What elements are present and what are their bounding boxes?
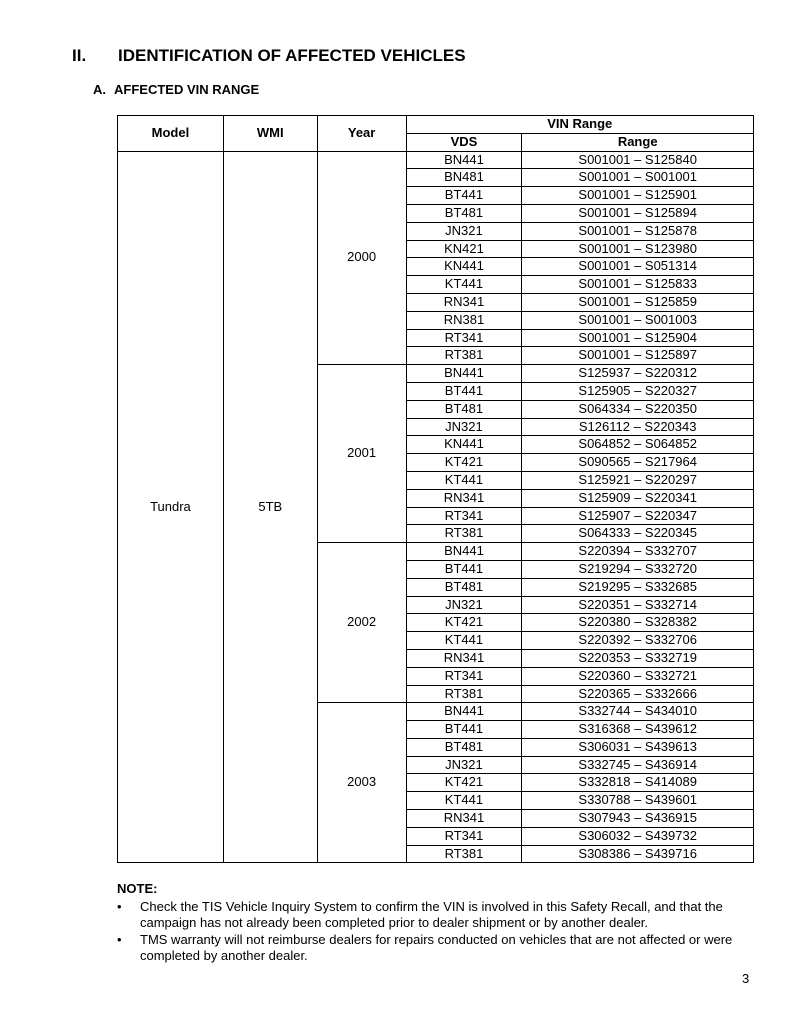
range-cell: S219295 – S332685 [522, 578, 754, 596]
vds-cell: RN341 [406, 810, 522, 828]
range-cell: S125905 – S220327 [522, 382, 754, 400]
vds-cell: BT481 [406, 204, 522, 222]
bullet-icon: • [117, 932, 122, 947]
table-row [118, 151, 754, 169]
note-list [117, 899, 747, 964]
range-cell: S220392 – S332706 [522, 632, 754, 650]
vds-cell: BT441 [406, 382, 522, 400]
range-cell: S220351 – S332714 [522, 596, 754, 614]
vds-cell: BT441 [406, 721, 522, 739]
vds-cell: BN441 [406, 365, 522, 383]
model-cell: Tundra [118, 151, 224, 863]
note-item [117, 899, 747, 931]
vds-cell: RN381 [406, 311, 522, 329]
range-cell: S220360 – S332721 [522, 667, 754, 685]
range-cell: S306032 – S439732 [522, 827, 754, 845]
note-title: NOTE: [117, 881, 158, 896]
range-cell: S330788 – S439601 [522, 792, 754, 810]
vds-cell: KT421 [406, 774, 522, 792]
bullet-icon: • [117, 899, 122, 914]
year-cell: 2002 [317, 543, 406, 703]
vds-cell: KT441 [406, 792, 522, 810]
section-heading [72, 46, 466, 66]
range-cell: S064852 – S064852 [522, 436, 754, 454]
vds-cell: RT381 [406, 525, 522, 543]
range-cell: S001001 – S125878 [522, 222, 754, 240]
note-block [117, 881, 747, 965]
range-cell: S125937 – S220312 [522, 365, 754, 383]
subsection-title: AFFECTED VIN RANGE [114, 82, 260, 97]
range-cell: S001001 – S001003 [522, 311, 754, 329]
vds-cell: JN321 [406, 596, 522, 614]
range-cell: S064334 – S220350 [522, 400, 754, 418]
vds-cell: JN321 [406, 756, 522, 774]
range-cell: S220394 – S332707 [522, 543, 754, 561]
range-cell: S090565 – S217964 [522, 454, 754, 472]
vds-cell: RT341 [406, 827, 522, 845]
vds-cell: JN321 [406, 418, 522, 436]
vds-cell: RT381 [406, 845, 522, 863]
vds-cell: BN441 [406, 543, 522, 561]
vds-cell: BT441 [406, 187, 522, 205]
section-title: IDENTIFICATION OF AFFECTED VEHICLES [118, 46, 466, 65]
range-cell: S307943 – S436915 [522, 810, 754, 828]
subsection-letter: A. [93, 82, 106, 97]
vds-cell: BT481 [406, 400, 522, 418]
note-text: TMS warranty will not reimburse dealers for repairs conducted on vehicles that are not affected or were completed by another dealer. [140, 932, 733, 963]
range-cell: S125921 – S220297 [522, 471, 754, 489]
range-cell: S001001 – S123980 [522, 240, 754, 258]
header-range: Range [522, 133, 754, 151]
vin-table-body [118, 151, 754, 863]
vds-cell: BN441 [406, 151, 522, 169]
range-cell: S001001 – S051314 [522, 258, 754, 276]
range-cell: S001001 – S125859 [522, 293, 754, 311]
range-cell: S064333 – S220345 [522, 525, 754, 543]
range-cell: S308386 – S439716 [522, 845, 754, 863]
vds-cell: BN441 [406, 703, 522, 721]
vds-cell: RN341 [406, 489, 522, 507]
range-cell: S001001 – S125894 [522, 204, 754, 222]
vds-cell: KT441 [406, 276, 522, 294]
affected-vin-table [117, 115, 754, 863]
subsection-heading [93, 82, 259, 97]
vds-cell: BT441 [406, 560, 522, 578]
range-cell: S001001 – S125904 [522, 329, 754, 347]
vds-cell: RN341 [406, 649, 522, 667]
page-number: 3 [742, 971, 750, 986]
note-item [117, 932, 747, 964]
wmi-cell: 5TB [223, 151, 317, 863]
section-number: II. [72, 46, 87, 65]
vds-cell: RN341 [406, 293, 522, 311]
range-cell: S001001 – S001001 [522, 169, 754, 187]
note-text: Check the TIS Vehicle Inquiry System to confirm the VIN is involved in this Safety Recall, and that the campaign has not already been completed prior to dealer shipment or by another dealer. [140, 899, 723, 930]
range-cell: S306031 – S439613 [522, 738, 754, 756]
vds-cell: RT381 [406, 347, 522, 365]
range-cell: S001001 – S125897 [522, 347, 754, 365]
vds-cell: KT421 [406, 614, 522, 632]
vds-cell: RT381 [406, 685, 522, 703]
range-cell: S001001 – S125901 [522, 187, 754, 205]
range-cell: S332818 – S414089 [522, 774, 754, 792]
vds-cell: JN321 [406, 222, 522, 240]
range-cell: S220353 – S332719 [522, 649, 754, 667]
range-cell: S219294 – S332720 [522, 560, 754, 578]
header-model: Model [118, 116, 224, 152]
vds-cell: KN441 [406, 258, 522, 276]
range-cell: S001001 – S125833 [522, 276, 754, 294]
range-cell: S332745 – S436914 [522, 756, 754, 774]
vds-cell: RT341 [406, 507, 522, 525]
vds-cell: KT421 [406, 454, 522, 472]
header-year: Year [317, 116, 406, 152]
vds-cell: RT341 [406, 329, 522, 347]
vds-cell: KN421 [406, 240, 522, 258]
range-cell: S126112 – S220343 [522, 418, 754, 436]
range-cell: S220380 – S328382 [522, 614, 754, 632]
range-cell: S220365 – S332666 [522, 685, 754, 703]
year-cell: 2000 [317, 151, 406, 365]
vds-cell: RT341 [406, 667, 522, 685]
range-cell: S316368 – S439612 [522, 721, 754, 739]
vds-cell: BT481 [406, 738, 522, 756]
vds-cell: BN481 [406, 169, 522, 187]
vds-cell: KN441 [406, 436, 522, 454]
header-vin-range: VIN Range [406, 116, 753, 134]
range-cell: S125909 – S220341 [522, 489, 754, 507]
header-vds: VDS [406, 133, 522, 151]
range-cell: S001001 – S125840 [522, 151, 754, 169]
header-wmi: WMI [223, 116, 317, 152]
vds-cell: KT441 [406, 632, 522, 650]
range-cell: S125907 – S220347 [522, 507, 754, 525]
range-cell: S332744 – S434010 [522, 703, 754, 721]
year-cell: 2001 [317, 365, 406, 543]
vds-cell: BT481 [406, 578, 522, 596]
year-cell: 2003 [317, 703, 406, 863]
vds-cell: KT441 [406, 471, 522, 489]
